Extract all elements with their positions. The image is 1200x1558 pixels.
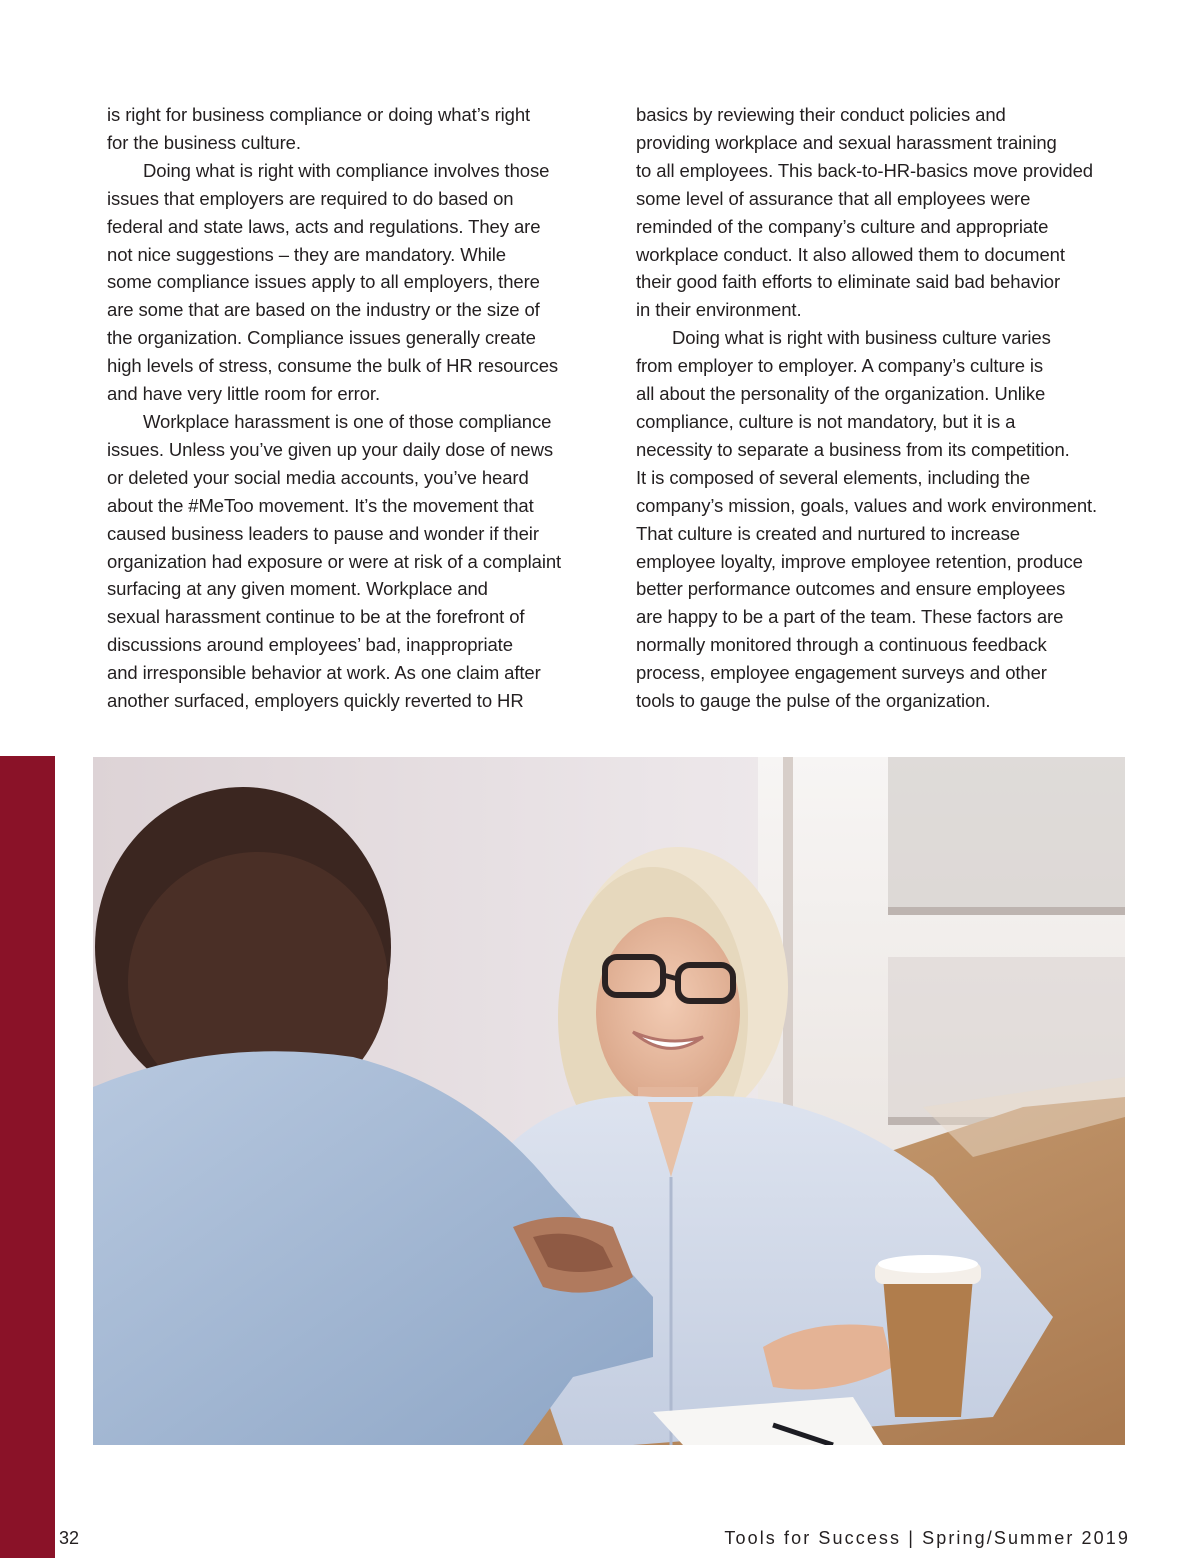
text-line: compliance, culture is not mandatory, but it is a xyxy=(636,410,1016,432)
text-line: some level of assurance that all employees were xyxy=(636,187,1031,209)
text-line: is right for business compliance or doing what’s right xyxy=(107,104,531,125)
text-line: basics by reviewing their conduct policies and xyxy=(636,104,1006,125)
text-line: necessity to separate a business from its competition. xyxy=(636,438,1070,460)
text-line: company’s mission, goals, values and work environment. xyxy=(636,494,1098,516)
text-line: from employer to employer. A company’s culture is xyxy=(636,355,1044,377)
text-line: workplace conduct. It also allowed them to document xyxy=(636,243,1065,265)
text-line: That culture is created and nurtured to increase xyxy=(636,522,1020,544)
text-line: organization had exposure or were at risk of a complaint xyxy=(107,550,562,572)
text-line: are some that are based on the industry or the size of xyxy=(107,299,540,321)
text-line: discussions around employees’ bad, inappropriate xyxy=(107,634,513,656)
text-line: normally monitored through a continuous feedback xyxy=(636,634,1047,656)
text-line: Workplace harassment is one of those compliance xyxy=(143,410,552,432)
text-line: caused business leaders to pause and wonder if their xyxy=(107,522,539,544)
text-line: are happy to be a part of the team. These factors are xyxy=(636,606,1064,628)
page-number: 32 xyxy=(59,1528,80,1548)
text-line: federal and state laws, acts and regulations. They are xyxy=(107,215,541,237)
text-line: better performance outcomes and ensure employees xyxy=(636,578,1066,600)
text-line: Doing what is right with business culture varies xyxy=(672,327,1051,349)
text-line: and have very little room for error. xyxy=(107,383,380,405)
text-line: sexual harassment continue to be at the forefront of xyxy=(107,606,525,628)
text-line: the organization. Compliance issues generally create xyxy=(107,327,536,349)
text-line: another surfaced, employers quickly reverted to HR xyxy=(107,690,524,712)
article-left-column xyxy=(107,101,587,715)
text-line: their good faith efforts to eliminate said bad behavior xyxy=(636,271,1061,293)
text-line: to all employees. This back-to-HR-basics move provided xyxy=(636,159,1093,181)
text-line: in their environment. xyxy=(636,299,802,321)
text-line: not nice suggestions – they are mandatory. While xyxy=(107,243,506,265)
text-line: It is composed of several elements, including the xyxy=(636,466,1031,488)
text-line: high levels of stress, consume the bulk of HR resources xyxy=(107,355,559,377)
text-line: process, employee engagement surveys and other xyxy=(636,662,1047,684)
text-line: employee loyalty, improve employee retention, produce xyxy=(636,550,1083,572)
accent-side-bar xyxy=(0,756,55,1558)
text-line: Doing what is right with compliance involves those xyxy=(143,159,550,181)
text-line: issues. Unless you’ve given up your daily dose of news xyxy=(107,438,554,460)
text-line: issues that employers are required to do based on xyxy=(107,187,514,209)
text-line: or deleted your social media accounts, you’ve heard xyxy=(107,466,529,488)
publication-title: Tools for Success | Spring/Summer 2019 xyxy=(724,1528,1130,1548)
text-line: and irresponsible behavior at work. As one claim after xyxy=(107,662,541,684)
article-photo-handshake xyxy=(93,757,1125,1445)
text-line: reminded of the company’s culture and appropriate xyxy=(636,215,1049,237)
text-line: all about the personality of the organization. Unlike xyxy=(636,383,1046,405)
text-line: surfacing at any given moment. Workplace and xyxy=(107,578,488,600)
text-line: some compliance issues apply to all employers, there xyxy=(107,271,540,293)
article-right-column xyxy=(636,101,1116,715)
text-line: tools to gauge the pulse of the organization. xyxy=(636,690,991,712)
text-line: about the #MeToo movement. It’s the movement that xyxy=(107,494,534,516)
text-line: providing workplace and sexual harassment training xyxy=(636,131,1057,153)
text-line: for the business culture. xyxy=(107,131,301,153)
